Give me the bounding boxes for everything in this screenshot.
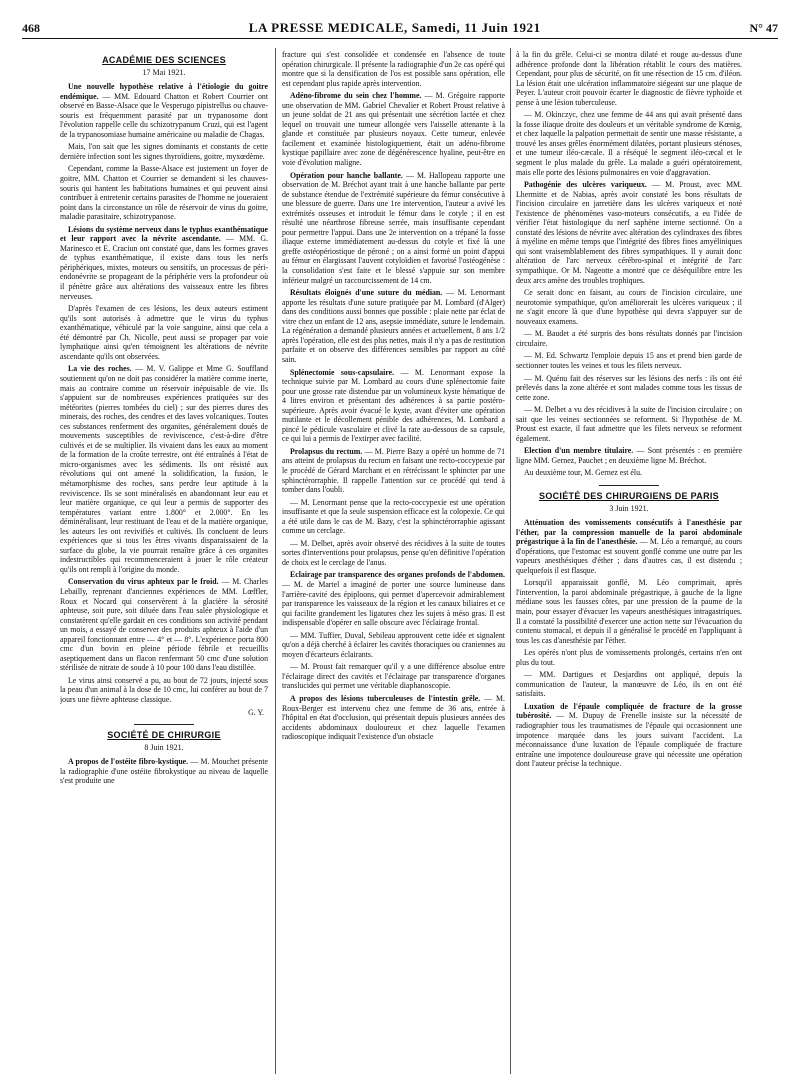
paragraph: — M. Proust fait remarquer qu'il y a une différence absolue entre l'éclairage direct des cavités et l'éclairage par transparence d'organes translucides qui permet une véritable diaphanoscopie. [282, 662, 505, 691]
section-date: 8 Juin 1921. [144, 742, 184, 752]
article-text: — M. de Martel a imaginé de porter une source lumineuse dans l'arrière-cavité des épiploons, qui permet d'apercevoir admirablement par transparence les vaisseaux de la région et les canaux biliaires et ce qui facilite grandement les ligatures chez les sujets à méso gras. Il est indispensable d'opérer en salle obscure avec l'éclairage frontal. [282, 579, 505, 628]
paragraph: — M. Delbet a vu des récidives à la suite de l'incision circulaire ; on sait que les veines sectionnées se reforment. Si l'hypothèse de M. Proust est exacte, il faut admettre que les filets nerveux se reforment également. [516, 405, 742, 443]
article-title: Opération pour hanche ballante. [290, 170, 403, 180]
issue-number: N° 47 [749, 20, 778, 35]
article-title: Eclairage par transparence des organes profonds de l'abdomen. [290, 570, 505, 580]
paragraph: — MM. Dartigues et Desjardins ont appliqué, depuis la communication de l'auteur, la manœuvre de Léo, ils en ont été satisfaits. [516, 670, 742, 699]
article-title: Election d'un membre titulaire. [524, 446, 634, 456]
article-title: Adéno-fibrome du sein chez l'homme. [290, 91, 422, 101]
article-text: — M. Grégoire rapporte une observation de MM. Gabriel Chevalier et Robert Proust relative à un jeune soldat de 21 ans qui présentait une sécrétion lactée et chez lequel on trouvait une tumeur allongée vers l'aisselle attenante à la glande et constituée par plusieurs noyaux. Cette tumeur, enlevée facilement et examinée histologiquement, était un adéno-fibrome kystique papillaire avec zone de dégénérescence hyaline, peut-être en voie d'évolution maligne. [282, 91, 505, 168]
article [60, 364, 268, 574]
signature: G. Y. [248, 707, 264, 717]
article-text: — M. Léo a remarqué, au cours d'opérations, que l'estomac est souvent gonflé comme une outre par les vapeurs anesthésiques d'éther ; dans d'autres cas, il est distendu ; quelquefois il est flasque. [516, 537, 742, 575]
article [516, 518, 742, 575]
paragraph: — M. Quénu fait des réserves sur les lésions des nerfs : ils ont été prélevés dans la zone altérée et sont malades comme tous les tissus de cette zone. [516, 373, 742, 402]
article-text: — M. Lenormant apporte les résultats d'une suture pratiquée par M. Lombard (d'Alger) dans des conditions aussi bonnes que possible : plaie nette par éclat de vitre chez un enfant de 12 ans, asepsie immédiate, suture le lendemain. La régénération a demandé plusieurs années et actuellement, 8 ans 1/2 après l'opération, elle est des plus nettes, mais il n'y a pas de restitution parfaite et on observe des différences sensibles par rapport au côté sain. [282, 288, 505, 364]
paragraph: — M. Lenormant pense que la recto-coccypexie est une opération insuffisante et que la seule suspension efficace est la colopexie. Ce qui a été utile dans le cas de M. Bazy, c'est la sphinctérorraphie agissant comme un cerclage. [282, 497, 505, 536]
paragraph: — M. Delbet, après avoir observé des récidives à la suite de toutes sortes d'interventions pour prolapsus, pense qu'en définitive l'opération de choix est le cerclage de l'anus. [282, 538, 505, 567]
article-text: — M. Lenormant expose la technique suivie par M. Lombard au cours d'une splénectomie faite pour une grosse rate distendue par un volumineux kyste hématique de 4 litres environ et présentant des adhérences à sa partie postéro-supérieure. Après avoir évacué le kyste, avant d'éviter une opération mutilante et le décollement pénible des adhérences, M. Lombard a pincé le pédicule vasculaire et clivé la rate au-dessous de sa capsule, ce qui lui a permis de l'extirper avec facilité. [282, 367, 505, 444]
paragraph: Cependant, comme la Basse-Alsace est justement un foyer de goitre, MM. Chatton et Courrier se demandent si les chauves-souris qui hantent les habitations humaines et qui peuvent ainsi contribuer à entretenir certains parasites de l'homme ne joueraient point dans la circonstance un rôle de réservoir de virus du goitre, maladie parasitaire, schizotrypanose. [60, 164, 268, 222]
article-title: A propos des lésions tuberculeuses de l'intestin grêle. [290, 694, 481, 703]
section-heading: ACADÉMIE DES SCIENCES [102, 55, 226, 65]
article-title: Luxation de l'épaule compliquée de fracture de la grosse tubérosité. [516, 701, 742, 721]
article-text: — M. Mouchet présente la radiographie d'une ostéite fibrokystique au niveau de laquelle s'est produite une [60, 757, 268, 786]
column-left [60, 50, 268, 1076]
article-text: — M. Pierre Bazy a opéré un homme de 71 ans atteint de prolapsus du rectum en faisant une recto-coccypexie par le procédé de Gérard Marchant et en rétrécissant le sphincter par une sphinctérorraphie. Il rappelle l'attention sur ce procédé qui tend à tomber dans l'oubli. [282, 446, 505, 495]
section-date: 17 Mai 1921. [142, 67, 186, 77]
article-text: — M. Roux-Berger est intervenu chez une femme de 36 ans, entrée à l'hôpital en état d'occlusion, qui présentait depuis plusieurs années des accidents abdominaux douloureux et chez laquelle l'examen radioscopique indiquait l'existence d'un obstacle [282, 694, 505, 742]
page-number: 468 [22, 20, 40, 35]
article-title: Prolapsus du rectum. [290, 446, 363, 456]
column-divider [275, 48, 276, 1074]
article-title: Une nouvelle hypothèse relative à l'étiologie du goitre endémique. [60, 82, 268, 101]
article-title: A propos de l'ostéite fibro-kystique. [68, 757, 189, 767]
section-heading: SOCIÉTÉ DES CHIRURGIENS DE PARIS [539, 490, 719, 501]
separator [599, 485, 659, 486]
article-title: Conservation du virus aphteux par le froid. [68, 577, 219, 587]
article [516, 180, 742, 285]
column-divider [510, 48, 511, 1074]
article [282, 91, 505, 167]
section-date: 3 Juin 1921. [609, 503, 649, 513]
article-text: — M. V. Galippe et Mme G. Souffland soutiennent qu'on ne doit pas considérer la matière comme inerte, mais au contraire comme un réservoir inépuisable de vie. Ils s'appuient sur de nombreuses expériences pratiquées sur des météorites (pierres tombées du ciel) ; sur des pierres dures des minerais, des roches, des cendres et des laves volcaniques. Toutes ces substances renferment des organites, généralement doués de mouvements susceptibles de reviviscence, c'est-à-dire d'être cultivés et de se multiplier. Ils vivaient dans les eaux au moment de la formation de la croûte terrestre, ont été entraînés à l'état de micro-organismes avec les sédiments. Ils ont résisté aux révolutions qui ont amené la solidification, la fusion, le métamorphisme des roches, sans perdre leur aptitude à la reviviscence. Ils se sont minéralisés en abandonnant leur eau et leur matière organique, ce qui leur a permis de supporter des températures variant entre 1.800° et 2.000°. En les déminéralisant, leur restituant de l'eau et de la matière organique, les auteurs les ont revivifiés et cultivés. Ils concluent de leurs expériences que si tous les êtres vivants disparaissaient de la surface du globe, la vie pourrait renaître grâce à ces organites indestructibles qui recommenceraient à jouer le rôle créateur qu'ils ont rempli à l'origine du monde. [60, 364, 268, 574]
article-title: Atténuation des vomissements consécutifs à l'anesthésie par l'éther, par la compression manuelle de la paroi abdominale prégastrique à la fin de l'anesthésie. [516, 518, 742, 547]
article-text: — M. Proust, avec MM. Lhermitte et de Nabias, après avoir constaté les bons résultats de l'incision circulaire en jarretière dans les ulcères variqueux et noté l'existence de phénomènes vaso-moteurs consécutifs, a eu l'idée de vérifier l'état histologique du nerf saphène interne sectionné. On a constaté des lésions de névrite avec altération des cylindraxes des fibres à myéline en même temps que l'intégrité des fibres fines amyéliniques qui sont vraisemblablement des fibres sympathiques. Il y aurait donc altération de l'arc nerveux cérébro-spinal et intégrité de l'arc sympathique. Or M. Nageotte a montré que ce déséquilibre entre les deux arcs amène des troubles trophiques. [516, 180, 742, 285]
article-title: Résultats éloignés d'une suture du médian. [290, 288, 443, 298]
article-text: — M. Dupuy de Frenelle insiste sur la nécessité de radiographier tous les traumatismes de l'épaule qui occasionnent une impotence marquée dans les jours suivant l'accident. La méconnaissance d'une luxation de l'épaule compliquée de fracture entraîne une impotence douloureuse grave qui nécessite une opération dont l'auteur précise la technique. [516, 711, 742, 769]
article [516, 702, 742, 769]
paragraph: Ce serait donc en faisant, au cours de l'incision circulaire, une neurotomie sympathique, qu'on améliorerait les ulcères variqueux ; il ne s'agit encore là que d'une hypothèse qui devra s'appuyer sur de nouveaux examens. [516, 288, 742, 326]
article [282, 368, 505, 444]
paragraph: — M. Okinczyc, chez une femme de 44 ans qui avait présenté dans la fosse iliaque droite des douleurs et un véritable syndrome de Kœnig, et chez laquelle la palpation permettait de sentir une masse résistante, a trouvé les anses grêles énormément dilatées, portant plusieurs sténoses, et une tumeur iléo-cæcale. Il a réséqué le segment iléo-cæcal et le segment le plus malade du grêle. La malade a guéri opératoirement, mais elle porte des lésions pulmonaires en voie d'aggravation. [516, 110, 742, 177]
paragraph: à la fin du grêle. Celui-ci se montra dilaté et rouge au-dessus d'une adhérence profonde dont la libération rétablit le cours des matières. Cependant, pour plus de sécurité, on fit une résection de 15 cm. d'iléon. La lésion était une ulcération inflammatoire siégeant sur une plaque de Peyer. L'auteur croit pouvoir écarter le diagnostic de fièvre typhoïde et pense à une lésion tuberculeuse. [516, 50, 742, 107]
article-title: Pathogénie des ulcères variqueux. [524, 180, 647, 190]
paragraph: fracture qui s'est consolidée et condensée en l'absence de toute opération chirurgicale. Il présente la radiographie d'un 2e cas opéré qui montre que si la densification de l'os est possible sans opération, elle est cependant plus rapide après intervention. [282, 50, 505, 88]
paragraph: — M. Baudet a été surpris des bons résultats donnés par l'incision circulaire. [516, 329, 742, 348]
column-right [516, 50, 742, 1076]
separator [134, 724, 194, 725]
article-title: Splénectomie sous-capsulaire. [290, 367, 395, 377]
column-middle [282, 50, 505, 1076]
page-header [22, 18, 778, 39]
article-text: — MM. G. Marinesco et E. Craciun ont constaté que, dans les formes graves de typhus exanthématique, il existe dans tous les nerfs périphériques, mixtes, moteurs ou sensitifs, un processus de péri-endonévrite se propageant de la périphérie vers la profondeur où il pénètre grâce aux altérations des vaisseaux entre les fibres nerveuses. [60, 234, 268, 301]
newspaper-title: LA PRESSE MEDICALE, Samedi, 11 Juin 1921 [248, 20, 541, 35]
paragraph: Lorsqu'il apparaissait gonflé, M. Léo comprimait, après l'intervention, la paroi abdominale prégastrique, à gauche de la ligne médiane sous les fausses côtes, par une pression de la paume de la main, pour essayer d'évacuer les vapeurs anesthésiques intragastriques. Il a constaté la possibilité d'exercer une action nette sur l'évacuation du contenu stomacal, et depuis il a généralisé le procédé en l'appliquant à tous les cas d'anesthésie par l'éther. [516, 578, 742, 645]
article-text: — Sont présentés : en première ligne MM. Gernez, Pauchet ; en deuxième ligne M. Bréchot. [516, 446, 742, 465]
article [60, 577, 268, 672]
article [282, 171, 505, 286]
article [282, 288, 505, 364]
paragraph: — MM. Tuffier, Duval, Sebileau approuvent cette idée et signalent qu'on a déjà cherché à éclairer les cavités thoraciques ou craniennes au moyen d'écarteurs éclairants. [282, 630, 505, 659]
article-text: — M. Hallopeau rapporte une observation de M. Bréchot ayant trait à une hanche ballante par perte de substance étendue de l'extrémité supérieure du fémur consécutive à une blessure de guerre. Dans une 1re intervention, l'auteur a avivé les extrémités osseuses et introduit le fémur dans le cotyle ; il en est résulté une néarthrose fibreuse serrée, mais insuffisante cependant pour permettre l'appui. Dans une 2e intervention on a trépané la fosse iliaque externe immédiatement au-dessus du cotyle et fixé là une greffe ostéopériostique de péroné ; on a ainsi formé un point d'appui au fémur en élargissant l'auvent cotyloïdien et favorisé l'ostéogénèse : la consolidation s'est faite et le blessé s'appuie sur son membre inférieur malgré un raccourcissement de 14 cm. [282, 170, 505, 285]
paragraph: D'après l'examen de ces lésions, les deux auteurs estiment qu'ils sont autorisés à admettre que le virus du typhus exanthématique, véhiculé par la voie sanguine, ainsi que cela a été démontré par Ch. Nicolle, peut aussi se propager par voie lymphatique ainsi qu'en témoignent les altérations de névrite ascendante qu'ils ont observées. [60, 304, 268, 361]
article [516, 446, 742, 465]
article [60, 225, 268, 301]
paragraph: Le virus ainsi conservé a pu, au bout de 72 jours, injecté sous la peau d'un animal à la dose de 10 cmc, lui conférer au bout de 7 jours une fièvre aphteuse classique. [60, 675, 268, 704]
article [60, 82, 268, 139]
paragraph: Les opérés n'ont plus de vomissements prolongés, certains n'en ont plus du tout. [516, 648, 742, 667]
article [282, 447, 505, 495]
article [282, 694, 505, 742]
paragraph: Mais, l'on sait que les signes dominants et constants de cette dernière infection sont les signes thyroïdiens, goitre, myxœdème. [60, 142, 268, 161]
article [60, 757, 268, 786]
paragraph: Au deuxième tour, M. Gernez est élu. [524, 468, 642, 478]
section-heading: SOCIÉTÉ DE CHIRURGIE [107, 730, 221, 741]
article-title: Lésions du système nerveux dans le typhus exanthématique et leur rapport avec la névrite ascendante. [60, 224, 268, 244]
paragraph: — M. Ed. Schwartz l'emploie depuis 15 ans et prend bien garde de sectionner toutes les veines et tous les filets nerveux. [516, 351, 742, 370]
article-title: La vie des roches. [68, 364, 132, 374]
article-text: — MM. Edouard Chatton et Robert Courrier ont observé en Basse-Alsace que le Vesperugo pipistrellus ou chauve-souris est fréquemment parasité par un trypanosome dont l'évolution rappelle celle du schizotrypanum Cruzi, qui est l'agent de la trypanosomiase humaine américaine ou maladie de Chagas. [60, 91, 268, 139]
article-text: — M. Charles Lebailly, reprenant d'anciennes expériences de MM. Lœffler, Roux et Nocard qui conservèrent à la glacière la sérosité aphteuse, soit pure, soit diluée dans l'eau salée physiologique et constatèrent qu'elle gardait en ces conditions son activité pendant un mois, a essayé de conserver des produits aphteux à l'aide d'un appareil fonctionnant entre — 4° et — 8°. L'expérience porta 800 cmc d'un bovin en pleine période fébrile et recueillis aseptiquement dans un flacon renfermant 50 cmc d'une solution stérilisée de nitrate de soude à 10 pour 100 dans l'eau distillée. [60, 577, 268, 673]
article [282, 570, 505, 627]
